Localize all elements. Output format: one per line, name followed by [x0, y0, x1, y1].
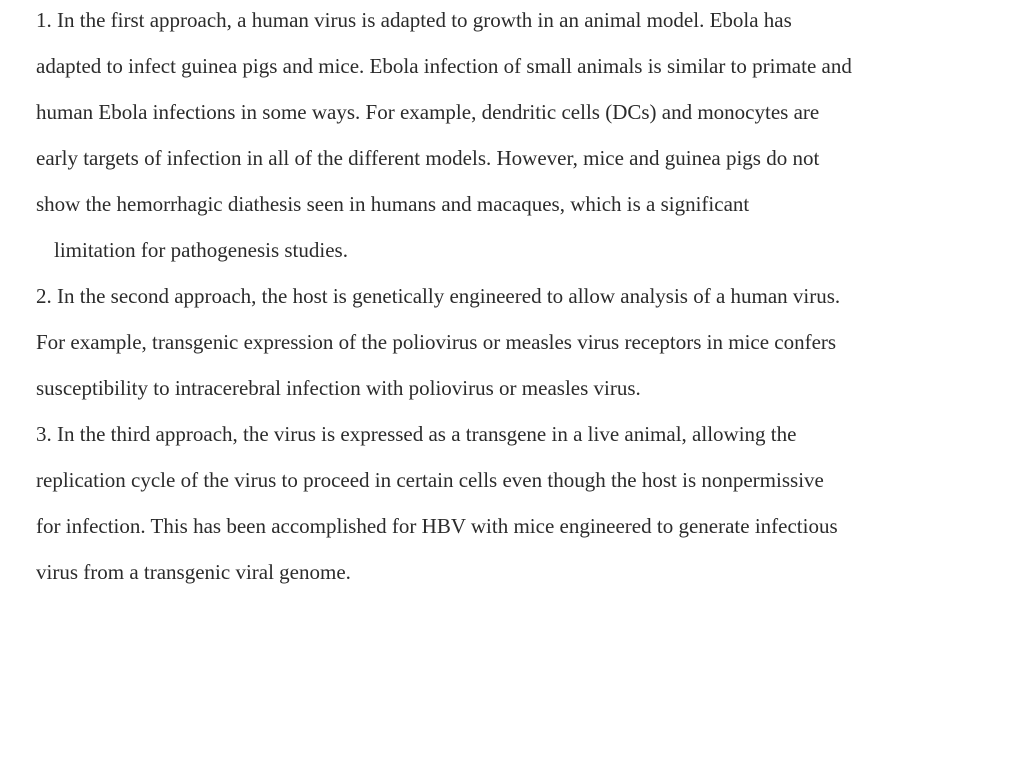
text-line: virus from a transgenic viral genome. [36, 560, 351, 584]
text-line: 1. In the first approach, a human virus is adapted to growth in an animal model. Ebola has [36, 8, 792, 32]
text-line: limitation for pathogenesis studies. [54, 238, 348, 262]
text-line: For example, transgenic expression of the poliovirus or measles virus receptors in mice confers [36, 330, 837, 354]
text-line: for infection. This has been accomplished for HBV with mice engineered to generate infectious [36, 514, 838, 538]
text-line: 2. In the second approach, the host is genetically engineered to allow analysis of a human virus. [36, 284, 841, 308]
text-line: adapted to infect guinea pigs and mice. Ebola infection of small animals is similar to primate and [36, 54, 852, 78]
text-line: replication cycle of the virus to proceed in certain cells even though the host is nonpermissive [36, 468, 824, 492]
text-line: 3. In the third approach, the virus is expressed as a transgene in a live animal, allowing the [36, 422, 797, 446]
text-line: human Ebola infections in some ways. For example, dendritic cells (DCs) and monocytes are [36, 100, 820, 124]
text-line: early targets of infection in all of the different models. However, mice and guinea pigs do not [36, 146, 820, 170]
text-line: susceptibility to intracerebral infection with poliovirus or measles virus. [36, 376, 641, 400]
text-line: show the hemorrhagic diathesis seen in humans and macaques, which is a significant [36, 192, 750, 216]
